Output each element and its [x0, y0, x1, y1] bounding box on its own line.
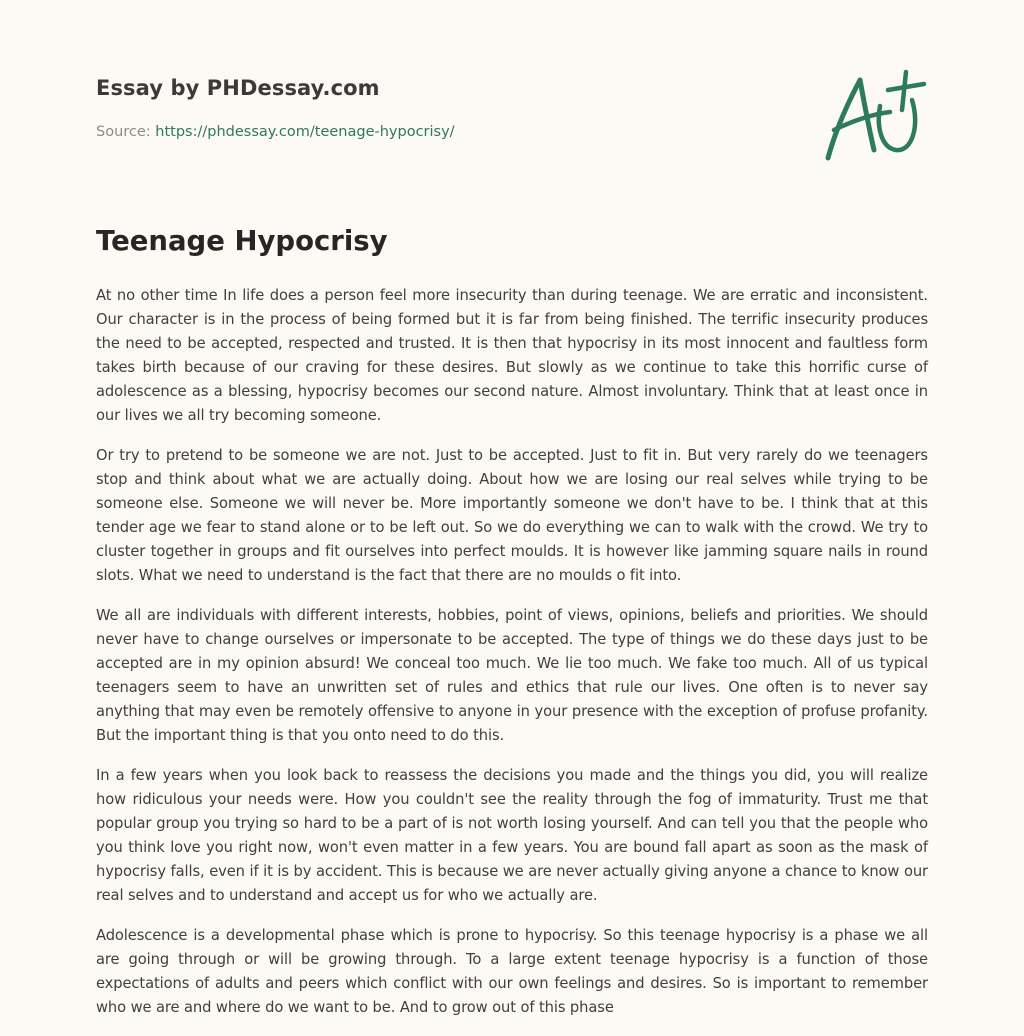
source-link[interactable]: https://phdessay.com/teenage-hypocrisy/: [155, 124, 455, 140]
essay-paragraph: Adolescence is a developmental phase which is prone to hypocrisy. So this teenage hypocrisy is a phase we all are going through or will be growing through. To a large extent teenage hypocrisy is a function of those expectations of adults and peers which conflict with our own feelings and desires. So is important to remember who we are and where do we want to be. And to grow out of this phase: [96, 927, 928, 1016]
page-header: [96, 0, 928, 200]
a-plus-logo-icon: [820, 66, 930, 170]
essay-paragraph: In a few years when you look back to reassess the decisions you made and the things you did, you will realize how ridiculous your needs were. How you couldn't see the reality through the fog of immaturity. Trust me that popular group you trying so hard to be a part of is not worth losing yourself. And can tell you that the people who you think love you right now, won't even matter in a few years. You are bound fall apart as soon as the mask of hypocrisy falls, even if it is by accident. This is because we are never actually giving anyone a chance to know our real selves and to understand and accept us for who we actually are.: [96, 767, 928, 904]
essay-title: Teenage Hypocrisy: [96, 225, 388, 257]
source-label: Source:: [96, 124, 151, 140]
essay-page: [96, 0, 928, 1016]
site-title: Essay by PHDessay.com: [96, 76, 380, 100]
essay-paragraph: At no other time In life does a person feel more insecurity than during teenage. We are erratic and inconsistent. Our character is in the process of being formed but it is far from being finished. The terrific insecurity produces the need to be accepted, respected and trusted. It is then that hypocrisy in its most innocent and faultless form takes birth because of our craving for these desires. But slowly as we continue to take this horrific curse of adolescence as a blessing, hypocrisy becomes our second nature. Almost involuntary. Think that at least once in our lives we all try becoming someone.: [96, 287, 928, 424]
source-line: [96, 124, 455, 140]
essay-paragraph: We all are individuals with different interests, hobbies, point of views, opinions, beliefs and priorities. We should never have to change ourselves or impersonate to be accepted. The type of things we do these days just to be accepted are in my opinion absurd! We conceal too much. We lie too much. We fake too much. All of us typical teenagers seem to have an unwritten set of rules and ethics that rule our lives. One often is to never say anything that may even be remotely offensive to anyone in your presence with the exception of profuse profanity. But the important thing is that you onto need to do this.: [96, 607, 928, 744]
essay-body: [96, 284, 928, 1036]
essay-paragraph: Or try to pretend to be someone we are not. Just to be accepted. Just to fit in. But very rarely do we teenagers stop and think about what we are actually doing. About how we are losing our real selves while trying to be someone else. Someone we will never be. More importantly someone we don't have to be. I think that at this tender age we fear to stand alone or to be left out. So we do everything we can to walk with the crowd. We try to cluster together in groups and fit ourselves into perfect moulds. It is however like jamming square nails in round slots. What we need to understand is the fact that there are no moulds o fit into.: [96, 447, 928, 584]
